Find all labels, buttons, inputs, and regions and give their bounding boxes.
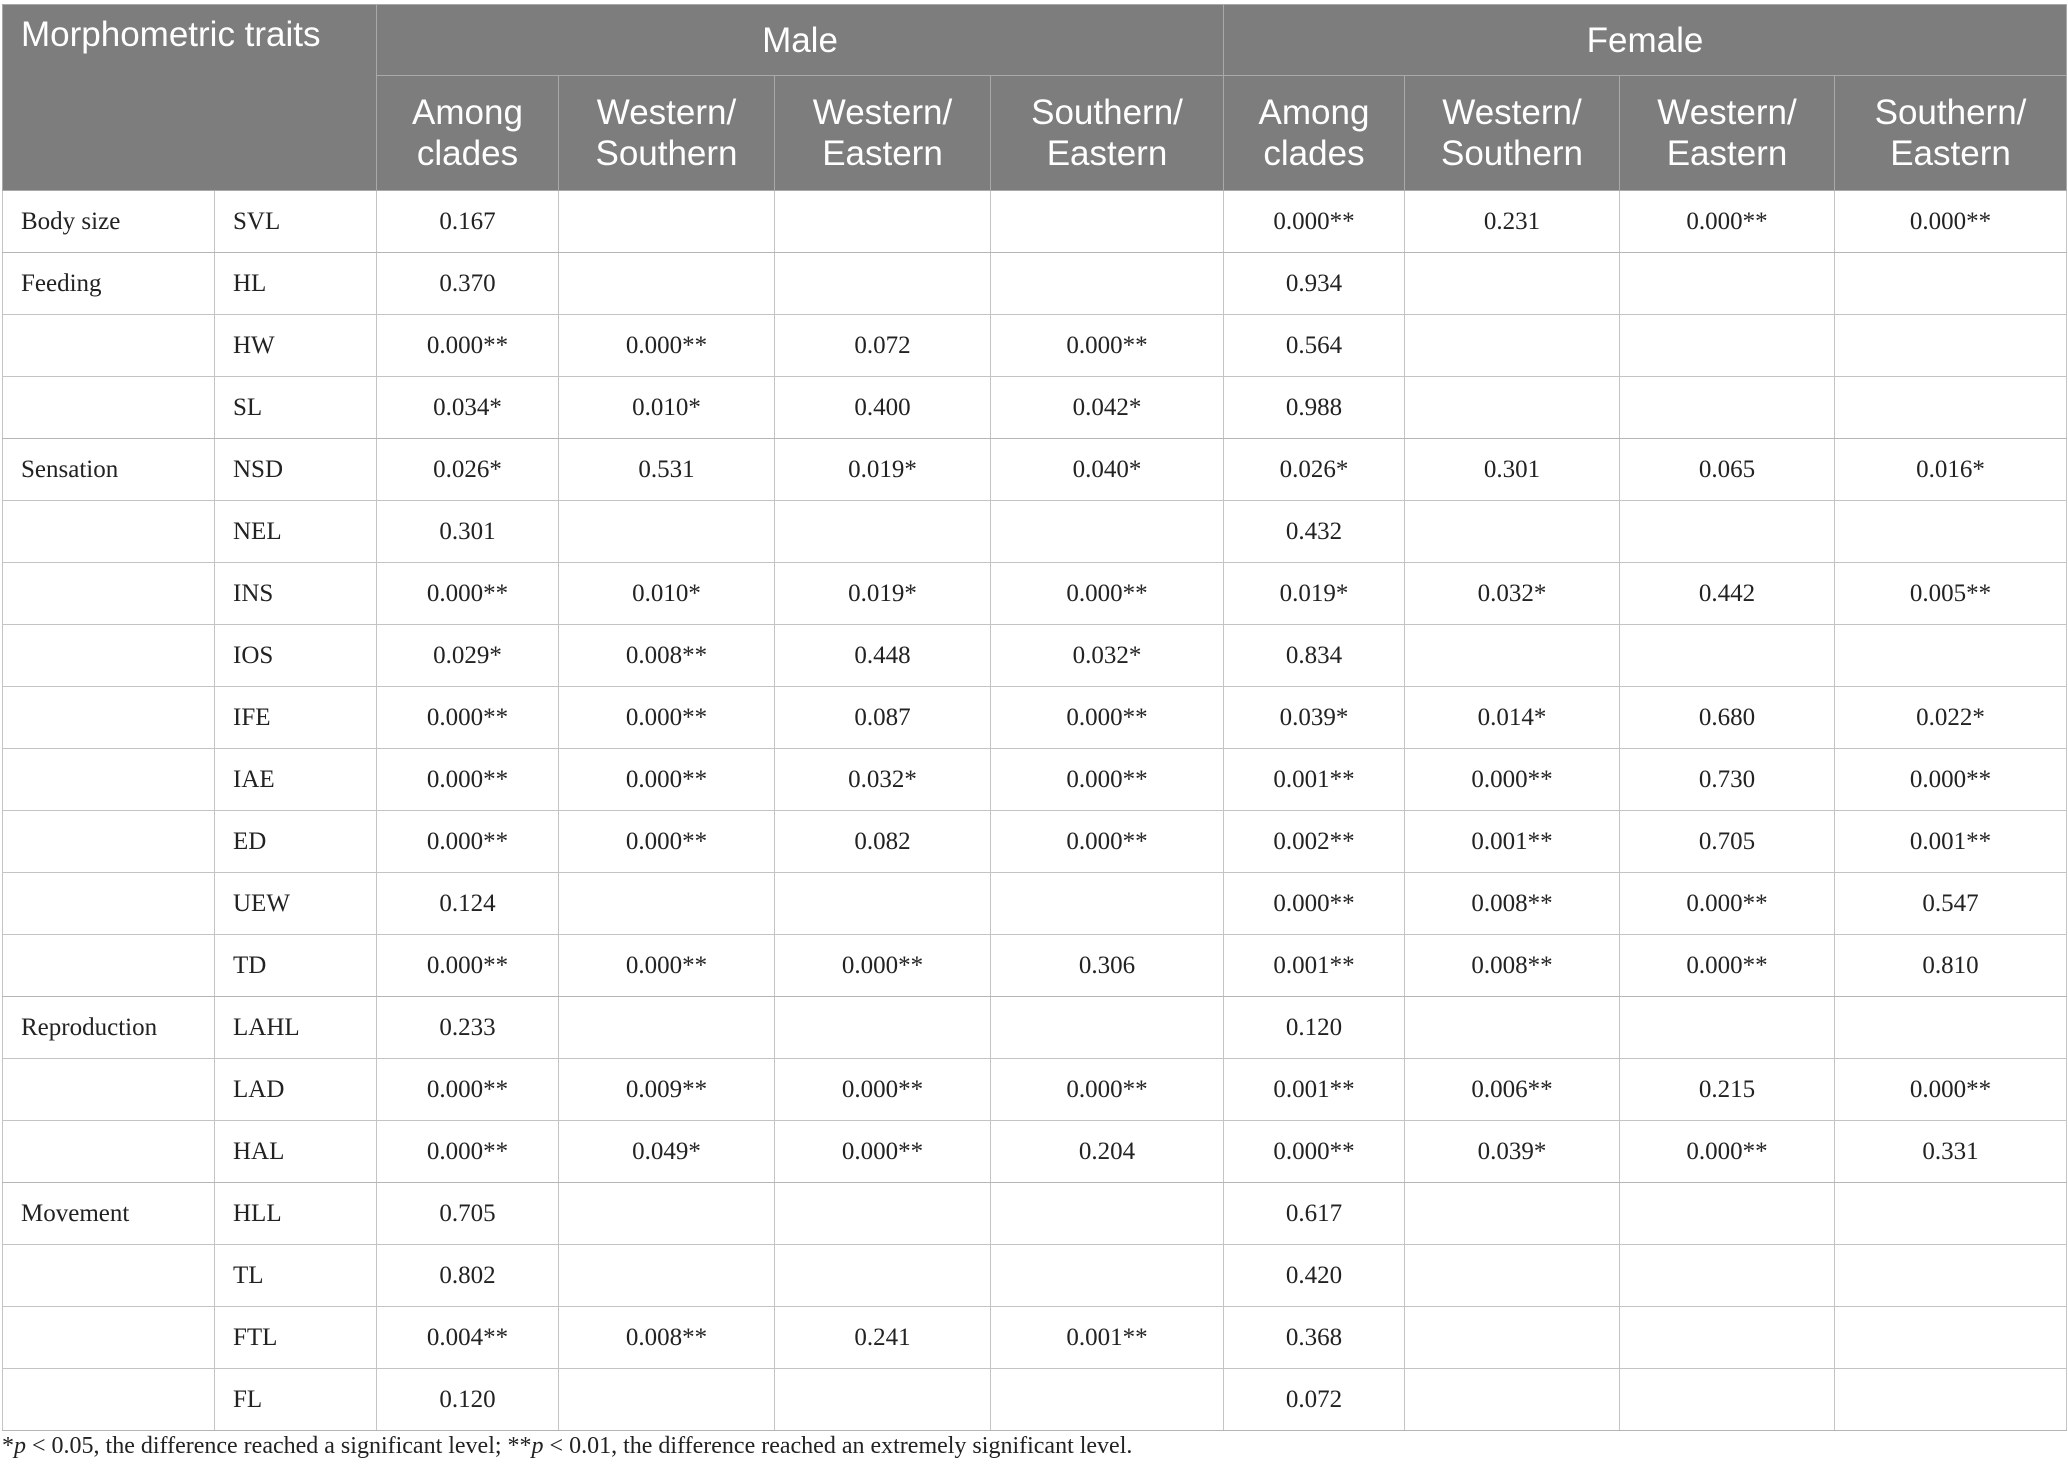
female-southern-eastern-header: Southern/ Eastern bbox=[1835, 76, 2067, 191]
trait-cell: SVL bbox=[215, 191, 377, 253]
trait-cell: IFE bbox=[215, 687, 377, 749]
category-cell bbox=[3, 1121, 215, 1183]
female-ws-value-cell: 0.032* bbox=[1405, 563, 1620, 625]
male-se-value-cell: 0.000** bbox=[991, 811, 1224, 873]
female-ws-value-cell bbox=[1405, 1307, 1620, 1369]
male-among-value-cell: 0.000** bbox=[377, 687, 559, 749]
female-among-value-cell: 0.368 bbox=[1224, 1307, 1405, 1369]
footnote-text-1: < 0.05, the difference reached a significant level; bbox=[26, 1433, 508, 1459]
female-se-value-cell: 0.000** bbox=[1835, 749, 2067, 811]
female-among-value-cell: 0.420 bbox=[1224, 1245, 1405, 1307]
male-we-value-cell bbox=[775, 1245, 991, 1307]
female-western-southern-header: Western/ Southern bbox=[1405, 76, 1620, 191]
female-ws-value-cell: 0.039* bbox=[1405, 1121, 1620, 1183]
category-cell: Body size bbox=[3, 191, 215, 253]
female-ws-value-cell bbox=[1405, 625, 1620, 687]
table-row bbox=[3, 253, 2067, 315]
male-se-value-cell: 0.001** bbox=[991, 1307, 1224, 1369]
female-se-value-cell: 0.810 bbox=[1835, 935, 2067, 997]
female-among-value-cell: 0.934 bbox=[1224, 253, 1405, 315]
table-body bbox=[3, 191, 2067, 1431]
category-cell bbox=[3, 687, 215, 749]
male-se-value-cell: 0.000** bbox=[991, 1059, 1224, 1121]
male-group-header: Male bbox=[377, 5, 1224, 76]
category-cell bbox=[3, 1307, 215, 1369]
male-se-value-cell bbox=[991, 1245, 1224, 1307]
trait-cell: TL bbox=[215, 1245, 377, 1307]
female-se-value-cell bbox=[1835, 253, 2067, 315]
male-we-value-cell: 0.000** bbox=[775, 935, 991, 997]
female-se-value-cell: 0.022* bbox=[1835, 687, 2067, 749]
table-row bbox=[3, 873, 2067, 935]
female-among-value-cell: 0.026* bbox=[1224, 439, 1405, 501]
male-among-value-cell: 0.301 bbox=[377, 501, 559, 563]
table-row bbox=[3, 315, 2067, 377]
male-se-value-cell: 0.000** bbox=[991, 563, 1224, 625]
female-among-value-cell: 0.432 bbox=[1224, 501, 1405, 563]
trait-cell: HW bbox=[215, 315, 377, 377]
trait-cell: LAHL bbox=[215, 997, 377, 1059]
male-we-value-cell bbox=[775, 1369, 991, 1431]
male-we-value-cell bbox=[775, 191, 991, 253]
male-among-value-cell: 0.026* bbox=[377, 439, 559, 501]
male-among-value-cell: 0.167 bbox=[377, 191, 559, 253]
category-cell bbox=[3, 377, 215, 439]
table-row bbox=[3, 377, 2067, 439]
female-ws-value-cell bbox=[1405, 1183, 1620, 1245]
table-row bbox=[3, 749, 2067, 811]
table-row bbox=[3, 687, 2067, 749]
male-ws-value-cell: 0.008** bbox=[559, 625, 775, 687]
male-we-value-cell: 0.072 bbox=[775, 315, 991, 377]
male-ws-value-cell bbox=[559, 873, 775, 935]
male-among-value-cell: 0.802 bbox=[377, 1245, 559, 1307]
male-among-value-cell: 0.029* bbox=[377, 625, 559, 687]
male-we-value-cell: 0.082 bbox=[775, 811, 991, 873]
trait-cell: ED bbox=[215, 811, 377, 873]
female-among-value-cell: 0.120 bbox=[1224, 997, 1405, 1059]
female-ws-value-cell bbox=[1405, 377, 1620, 439]
female-among-value-cell: 0.002** bbox=[1224, 811, 1405, 873]
male-ws-value-cell: 0.010* bbox=[559, 563, 775, 625]
male-we-value-cell: 0.400 bbox=[775, 377, 991, 439]
male-western-southern-header: Western/ Southern bbox=[559, 76, 775, 191]
female-among-value-cell: 0.001** bbox=[1224, 1059, 1405, 1121]
male-ws-value-cell bbox=[559, 1245, 775, 1307]
male-we-value-cell bbox=[775, 997, 991, 1059]
male-we-value-cell: 0.000** bbox=[775, 1121, 991, 1183]
table-row bbox=[3, 1245, 2067, 1307]
category-cell bbox=[3, 873, 215, 935]
male-ws-value-cell bbox=[559, 191, 775, 253]
female-se-value-cell: 0.000** bbox=[1835, 191, 2067, 253]
female-among-clades-header: Among clades bbox=[1224, 76, 1405, 191]
male-among-clades-header: Among clades bbox=[377, 76, 559, 191]
female-ws-value-cell: 0.000** bbox=[1405, 749, 1620, 811]
trait-cell: IAE bbox=[215, 749, 377, 811]
results-table-container bbox=[2, 4, 2066, 1431]
category-cell bbox=[3, 501, 215, 563]
male-se-value-cell: 0.032* bbox=[991, 625, 1224, 687]
table-row bbox=[3, 935, 2067, 997]
trait-cell: TD bbox=[215, 935, 377, 997]
category-cell bbox=[3, 935, 215, 997]
table-row bbox=[3, 563, 2067, 625]
category-cell bbox=[3, 1369, 215, 1431]
female-we-value-cell: 0.000** bbox=[1620, 873, 1835, 935]
male-ws-value-cell bbox=[559, 501, 775, 563]
female-we-value-cell: 0.215 bbox=[1620, 1059, 1835, 1121]
female-ws-value-cell: 0.008** bbox=[1405, 873, 1620, 935]
male-among-value-cell: 0.004** bbox=[377, 1307, 559, 1369]
male-se-value-cell bbox=[991, 1183, 1224, 1245]
male-we-value-cell: 0.448 bbox=[775, 625, 991, 687]
table-row bbox=[3, 1369, 2067, 1431]
female-among-value-cell: 0.000** bbox=[1224, 1121, 1405, 1183]
trait-cell: IOS bbox=[215, 625, 377, 687]
female-we-value-cell bbox=[1620, 253, 1835, 315]
male-among-value-cell: 0.000** bbox=[377, 935, 559, 997]
female-se-value-cell: 0.331 bbox=[1835, 1121, 2067, 1183]
trait-cell: NEL bbox=[215, 501, 377, 563]
male-among-value-cell: 0.233 bbox=[377, 997, 559, 1059]
female-se-value-cell bbox=[1835, 997, 2067, 1059]
trait-cell: LAD bbox=[215, 1059, 377, 1121]
male-ws-value-cell: 0.049* bbox=[559, 1121, 775, 1183]
male-among-value-cell: 0.000** bbox=[377, 811, 559, 873]
female-we-value-cell bbox=[1620, 501, 1835, 563]
female-among-value-cell: 0.000** bbox=[1224, 873, 1405, 935]
category-cell bbox=[3, 625, 215, 687]
female-se-value-cell bbox=[1835, 1245, 2067, 1307]
footnote-text-2: < 0.01, the difference reached an extremely significant level. bbox=[543, 1433, 1133, 1459]
female-se-value-cell: 0.000** bbox=[1835, 1059, 2067, 1121]
female-among-value-cell: 0.564 bbox=[1224, 315, 1405, 377]
female-ws-value-cell bbox=[1405, 1245, 1620, 1307]
trait-cell: INS bbox=[215, 563, 377, 625]
male-ws-value-cell: 0.008** bbox=[559, 1307, 775, 1369]
category-cell bbox=[3, 1059, 215, 1121]
female-we-value-cell bbox=[1620, 997, 1835, 1059]
male-among-value-cell: 0.000** bbox=[377, 1059, 559, 1121]
trait-cell: HAL bbox=[215, 1121, 377, 1183]
male-we-value-cell: 0.087 bbox=[775, 687, 991, 749]
male-se-value-cell bbox=[991, 501, 1224, 563]
female-se-value-cell bbox=[1835, 1183, 2067, 1245]
female-we-value-cell: 0.705 bbox=[1620, 811, 1835, 873]
female-among-value-cell: 0.019* bbox=[1224, 563, 1405, 625]
female-se-value-cell: 0.001** bbox=[1835, 811, 2067, 873]
category-cell: Movement bbox=[3, 1183, 215, 1245]
female-we-value-cell bbox=[1620, 1245, 1835, 1307]
female-ws-value-cell bbox=[1405, 253, 1620, 315]
male-we-value-cell bbox=[775, 1183, 991, 1245]
male-se-value-cell bbox=[991, 253, 1224, 315]
male-southern-eastern-header: Southern/ Eastern bbox=[991, 76, 1224, 191]
female-se-value-cell bbox=[1835, 1307, 2067, 1369]
male-ws-value-cell: 0.000** bbox=[559, 315, 775, 377]
male-among-value-cell: 0.000** bbox=[377, 749, 559, 811]
female-among-value-cell: 0.039* bbox=[1224, 687, 1405, 749]
female-we-value-cell: 0.442 bbox=[1620, 563, 1835, 625]
male-se-value-cell: 0.000** bbox=[991, 749, 1224, 811]
male-we-value-cell bbox=[775, 873, 991, 935]
male-se-value-cell: 0.000** bbox=[991, 687, 1224, 749]
footnote-star-2: ** bbox=[507, 1433, 532, 1459]
female-ws-value-cell bbox=[1405, 1369, 1620, 1431]
female-we-value-cell: 0.730 bbox=[1620, 749, 1835, 811]
male-among-value-cell: 0.000** bbox=[377, 1121, 559, 1183]
male-ws-value-cell: 0.010* bbox=[559, 377, 775, 439]
male-among-value-cell: 0.000** bbox=[377, 315, 559, 377]
male-se-value-cell bbox=[991, 873, 1224, 935]
female-among-value-cell: 0.834 bbox=[1224, 625, 1405, 687]
male-se-value-cell: 0.000** bbox=[991, 315, 1224, 377]
trait-cell: HLL bbox=[215, 1183, 377, 1245]
female-western-eastern-header: Western/ Eastern bbox=[1620, 76, 1835, 191]
corner-header: Morphometric traits bbox=[3, 5, 377, 191]
male-ws-value-cell: 0.000** bbox=[559, 811, 775, 873]
category-cell: Feeding bbox=[3, 253, 215, 315]
male-we-value-cell bbox=[775, 501, 991, 563]
female-we-value-cell bbox=[1620, 315, 1835, 377]
female-ws-value-cell bbox=[1405, 315, 1620, 377]
female-among-value-cell: 0.001** bbox=[1224, 935, 1405, 997]
male-ws-value-cell bbox=[559, 1183, 775, 1245]
category-cell: Reproduction bbox=[3, 997, 215, 1059]
female-ws-value-cell: 0.301 bbox=[1405, 439, 1620, 501]
category-cell bbox=[3, 749, 215, 811]
male-ws-value-cell bbox=[559, 1369, 775, 1431]
trait-cell: SL bbox=[215, 377, 377, 439]
footnote-p-1: p bbox=[14, 1433, 26, 1459]
female-se-value-cell: 0.005** bbox=[1835, 563, 2067, 625]
table-row bbox=[3, 439, 2067, 501]
female-ws-value-cell: 0.008** bbox=[1405, 935, 1620, 997]
male-se-value-cell: 0.040* bbox=[991, 439, 1224, 501]
footnote-star-1: * bbox=[2, 1433, 14, 1459]
male-we-value-cell bbox=[775, 253, 991, 315]
male-ws-value-cell bbox=[559, 253, 775, 315]
female-ws-value-cell: 0.001** bbox=[1405, 811, 1620, 873]
female-ws-value-cell: 0.006** bbox=[1405, 1059, 1620, 1121]
table-row bbox=[3, 811, 2067, 873]
female-ws-value-cell bbox=[1405, 997, 1620, 1059]
female-among-value-cell: 0.072 bbox=[1224, 1369, 1405, 1431]
male-we-value-cell: 0.241 bbox=[775, 1307, 991, 1369]
male-ws-value-cell: 0.531 bbox=[559, 439, 775, 501]
morphometric-table bbox=[2, 4, 2067, 1431]
female-we-value-cell bbox=[1620, 377, 1835, 439]
male-ws-value-cell: 0.009** bbox=[559, 1059, 775, 1121]
category-cell bbox=[3, 315, 215, 377]
male-among-value-cell: 0.370 bbox=[377, 253, 559, 315]
male-western-eastern-header: Western/ Eastern bbox=[775, 76, 991, 191]
female-group-header: Female bbox=[1224, 5, 2067, 76]
trait-cell: FL bbox=[215, 1369, 377, 1431]
female-we-value-cell bbox=[1620, 1369, 1835, 1431]
table-row bbox=[3, 501, 2067, 563]
female-we-value-cell: 0.000** bbox=[1620, 935, 1835, 997]
female-among-value-cell: 0.988 bbox=[1224, 377, 1405, 439]
female-we-value-cell bbox=[1620, 1307, 1835, 1369]
male-among-value-cell: 0.000** bbox=[377, 563, 559, 625]
female-se-value-cell bbox=[1835, 625, 2067, 687]
category-cell bbox=[3, 563, 215, 625]
footnote bbox=[2, 1433, 1132, 1460]
male-among-value-cell: 0.705 bbox=[377, 1183, 559, 1245]
male-se-value-cell: 0.306 bbox=[991, 935, 1224, 997]
male-se-value-cell: 0.204 bbox=[991, 1121, 1224, 1183]
male-we-value-cell: 0.032* bbox=[775, 749, 991, 811]
female-we-value-cell: 0.000** bbox=[1620, 1121, 1835, 1183]
category-cell: Sensation bbox=[3, 439, 215, 501]
category-cell bbox=[3, 811, 215, 873]
female-we-value-cell: 0.000** bbox=[1620, 191, 1835, 253]
female-se-value-cell: 0.547 bbox=[1835, 873, 2067, 935]
female-ws-value-cell bbox=[1405, 501, 1620, 563]
trait-cell: NSD bbox=[215, 439, 377, 501]
trait-cell: FTL bbox=[215, 1307, 377, 1369]
trait-cell: UEW bbox=[215, 873, 377, 935]
female-among-value-cell: 0.617 bbox=[1224, 1183, 1405, 1245]
category-cell bbox=[3, 1245, 215, 1307]
female-se-value-cell bbox=[1835, 377, 2067, 439]
male-ws-value-cell: 0.000** bbox=[559, 749, 775, 811]
male-ws-value-cell bbox=[559, 997, 775, 1059]
female-we-value-cell: 0.680 bbox=[1620, 687, 1835, 749]
male-among-value-cell: 0.034* bbox=[377, 377, 559, 439]
table-row bbox=[3, 1059, 2067, 1121]
female-we-value-cell: 0.065 bbox=[1620, 439, 1835, 501]
footnote-p-2: p bbox=[531, 1433, 544, 1459]
male-among-value-cell: 0.120 bbox=[377, 1369, 559, 1431]
male-ws-value-cell: 0.000** bbox=[559, 935, 775, 997]
male-se-value-cell bbox=[991, 997, 1224, 1059]
male-we-value-cell: 0.019* bbox=[775, 563, 991, 625]
female-ws-value-cell: 0.014* bbox=[1405, 687, 1620, 749]
female-ws-value-cell: 0.231 bbox=[1405, 191, 1620, 253]
female-among-value-cell: 0.001** bbox=[1224, 749, 1405, 811]
male-se-value-cell: 0.042* bbox=[991, 377, 1224, 439]
female-se-value-cell bbox=[1835, 501, 2067, 563]
male-ws-value-cell: 0.000** bbox=[559, 687, 775, 749]
female-se-value-cell: 0.016* bbox=[1835, 439, 2067, 501]
table-row bbox=[3, 1183, 2067, 1245]
trait-cell: HL bbox=[215, 253, 377, 315]
male-we-value-cell: 0.019* bbox=[775, 439, 991, 501]
table-row bbox=[3, 1307, 2067, 1369]
table-row bbox=[3, 625, 2067, 687]
female-we-value-cell bbox=[1620, 1183, 1835, 1245]
table-row bbox=[3, 997, 2067, 1059]
male-among-value-cell: 0.124 bbox=[377, 873, 559, 935]
female-we-value-cell bbox=[1620, 625, 1835, 687]
female-se-value-cell bbox=[1835, 1369, 2067, 1431]
table-row bbox=[3, 1121, 2067, 1183]
male-we-value-cell: 0.000** bbox=[775, 1059, 991, 1121]
male-se-value-cell bbox=[991, 1369, 1224, 1431]
table-row bbox=[3, 191, 2067, 253]
female-among-value-cell: 0.000** bbox=[1224, 191, 1405, 253]
male-se-value-cell bbox=[991, 191, 1224, 253]
female-se-value-cell bbox=[1835, 315, 2067, 377]
